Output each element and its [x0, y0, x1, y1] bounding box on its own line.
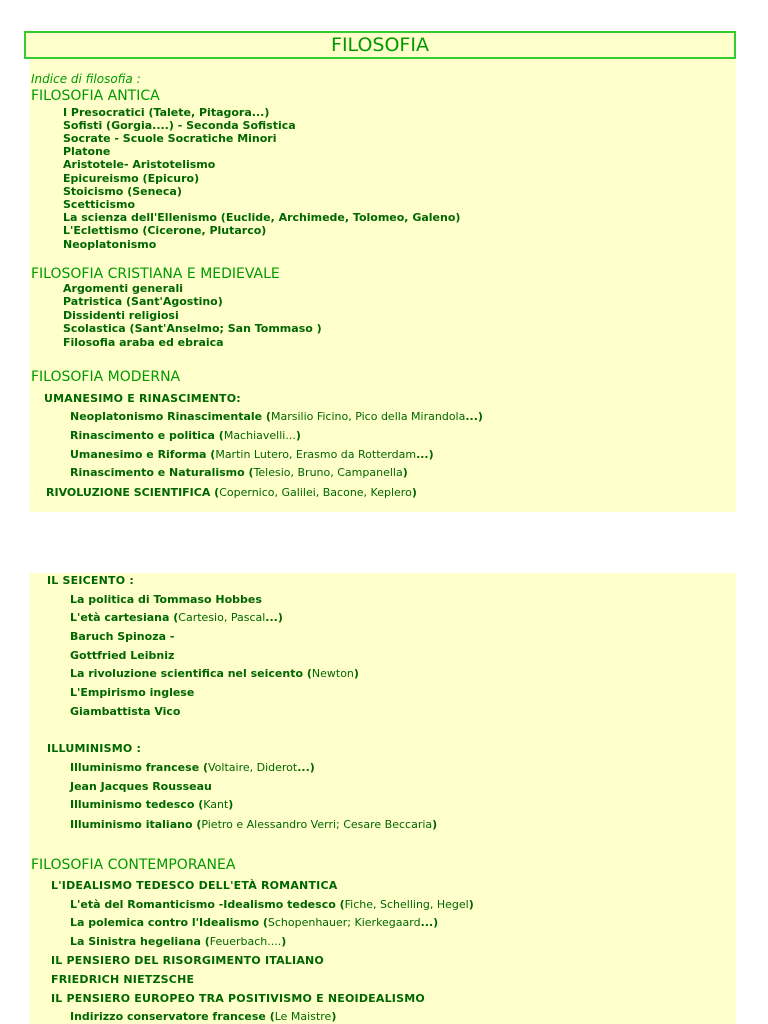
link-antica-0[interactable]: I Presocratici (Talete, Pitagora...): [63, 106, 270, 119]
item-note: Feuerbach....: [209, 935, 282, 948]
link-idealismo-1[interactable]: [70, 916, 438, 929]
item-main: RIVOLUZIONE SCIENTIFICA (: [46, 486, 220, 499]
item-note: Pietro e Alessandro Verri; Cesare Beccaria: [201, 818, 433, 831]
item-end: ): [432, 818, 438, 831]
link-medievale-0[interactable]: Argomenti generali: [63, 282, 183, 295]
item-main: Rinascimento e Naturalismo (: [70, 466, 254, 479]
item-note: Marsilio Ficino, Pico della Mirandola: [270, 410, 466, 423]
link-rivoluzione-scientifica[interactable]: [46, 486, 417, 499]
item-note: Telesio, Bruno, Campanella: [253, 466, 403, 479]
subheading-idealismo: L'IDEALISMO TEDESCO DELL'ETÀ ROMANTICA: [51, 879, 338, 892]
link-antica-2[interactable]: Socrate - Scuole Socratiche Minori: [63, 132, 277, 145]
page-title: FILOSOFIA: [24, 31, 736, 59]
subheading-illuminismo: ILLUMINISMO :: [47, 742, 142, 755]
item-main: La rivoluzione scientifica nel seicento (: [70, 667, 312, 680]
item-end: ...): [465, 410, 483, 423]
item-main: L'età del Romanticismo -Idealismo tedesco (: [70, 898, 345, 911]
link-medievale-2[interactable]: Dissidenti religiosi: [63, 309, 179, 322]
item-end: ...): [416, 448, 434, 461]
item-end: ...): [265, 611, 283, 624]
item-main: Umanesimo e Riforma (: [70, 448, 216, 461]
item-main: Baruch Spinoza -: [70, 630, 175, 643]
link-antica-5[interactable]: Epicureismo (Epicuro): [63, 172, 200, 185]
link-medievale-3[interactable]: Scolastica (Sant'Anselmo; San Tommaso ): [63, 322, 322, 335]
link-illuminismo-0[interactable]: [70, 761, 315, 774]
link-antica-6[interactable]: Stoicismo (Seneca): [63, 185, 182, 198]
link-idealismo-2[interactable]: [70, 935, 286, 948]
link-antica-4[interactable]: Aristotele- Aristotelismo: [63, 158, 216, 171]
link-antica-1[interactable]: Sofisti (Gorgia....) - Seconda Sofistica: [63, 119, 296, 132]
link-seicento-6[interactable]: [70, 705, 181, 718]
item-main: Illuminismo tedesco (: [70, 798, 204, 811]
item-note: Copernico, Galilei, Bacone, Keplero: [219, 486, 412, 499]
link-umanesimo-0[interactable]: [70, 410, 483, 423]
link-risorgimento[interactable]: IL PENSIERO DEL RISORGIMENTO ITALIANO: [51, 954, 324, 967]
link-illuminismo-3[interactable]: [70, 818, 437, 831]
item-main: Rinascimento e politica (: [70, 429, 224, 442]
link-illuminismo-2[interactable]: [70, 798, 233, 811]
item-main: L'età cartesiana (: [70, 611, 179, 624]
item-main: La polemica contro l'Idealismo (: [70, 916, 268, 929]
link-medievale-1[interactable]: Patristica (Sant'Agostino): [63, 295, 223, 308]
section-heading-moderna: FILOSOFIA MODERNA: [31, 369, 181, 385]
item-end: ): [295, 429, 301, 442]
link-antica-7[interactable]: Scetticismo: [63, 198, 136, 211]
link-umanesimo-2[interactable]: [70, 448, 434, 461]
link-seicento-0[interactable]: [70, 593, 262, 606]
link-antica-8[interactable]: La scienza dell'Ellenismo (Euclide, Archimede, Tolomeo, Galeno): [63, 211, 461, 224]
item-main: Gottfried Leibniz: [70, 649, 175, 662]
link-seicento-4[interactable]: [70, 667, 359, 680]
link-seicento-2[interactable]: [70, 630, 174, 643]
link-antica-9[interactable]: L'Eclettismo (Cicerone, Plutarco): [63, 224, 267, 237]
item-note: Kant: [203, 798, 229, 811]
item-main: L'Empirismo inglese: [70, 686, 195, 699]
link-illuminismo-1[interactable]: [70, 780, 212, 793]
item-end: ): [411, 486, 417, 499]
subheading-europeo: IL PENSIERO EUROPEO TRA POSITIVISMO E NEOIDEALISMO: [51, 992, 425, 1005]
link-nietzsche[interactable]: FRIEDRICH NIETZSCHE: [51, 973, 195, 986]
subheading-seicento: IL SEICENTO :: [47, 574, 134, 587]
item-main: Neoplatonismo Rinascimentale (: [70, 410, 271, 423]
link-europeo-0[interactable]: [70, 1010, 336, 1023]
link-seicento-1[interactable]: [70, 611, 283, 624]
item-main: Giambattista Vico: [70, 705, 181, 718]
link-antica-3[interactable]: Platone: [63, 145, 111, 158]
item-main: La politica di Tommaso Hobbes: [70, 593, 262, 606]
item-note: Le Maistre: [274, 1010, 332, 1023]
subheading-umanesimo: UMANESIMO E RINASCIMENTO:: [44, 392, 241, 405]
link-idealismo-0[interactable]: [70, 898, 474, 911]
item-end: ): [353, 667, 359, 680]
item-note: Newton: [311, 667, 354, 680]
item-end: ): [402, 466, 408, 479]
section-heading-medievale: FILOSOFIA CRISTIANA E MEDIEVALE: [31, 266, 280, 282]
section-heading-antica: FILOSOFIA ANTICA: [31, 88, 160, 104]
item-end: ): [228, 798, 234, 811]
item-end: ): [331, 1010, 337, 1023]
item-note: Fiche, Schelling, Hegel: [344, 898, 469, 911]
item-note: Cartesio, Pascal: [178, 611, 266, 624]
item-end: ): [281, 935, 287, 948]
item-end: ...): [297, 761, 315, 774]
link-seicento-5[interactable]: [70, 686, 194, 699]
item-end: ...): [420, 916, 439, 929]
item-main: Illuminismo italiano (: [70, 818, 202, 831]
item-note: Voltaire, Diderot: [208, 761, 298, 774]
link-seicento-3[interactable]: [70, 649, 174, 662]
link-antica-10[interactable]: Neoplatonismo: [63, 238, 157, 251]
link-umanesimo-3[interactable]: [70, 466, 408, 479]
item-end: ): [468, 898, 474, 911]
section-heading-contemporanea: FILOSOFIA CONTEMPORANEA: [31, 857, 236, 873]
link-medievale-4[interactable]: Filosofia araba ed ebraica: [63, 336, 224, 349]
link-umanesimo-1[interactable]: [70, 429, 301, 442]
item-main: Indirizzo conservatore francese (: [70, 1010, 275, 1023]
item-note: Machiavelli...: [223, 429, 296, 442]
item-main: Illuminismo francese (: [70, 761, 209, 774]
item-main: La Sinistra hegeliana (: [70, 935, 210, 948]
item-main: Jean Jacques Rousseau: [70, 780, 212, 793]
index-intro: Indice di filosofia :: [31, 72, 141, 86]
item-note: Martin Lutero, Erasmo da Rotterdam: [215, 448, 417, 461]
item-note: Schopenhauer; Kierkegaard: [267, 916, 421, 929]
